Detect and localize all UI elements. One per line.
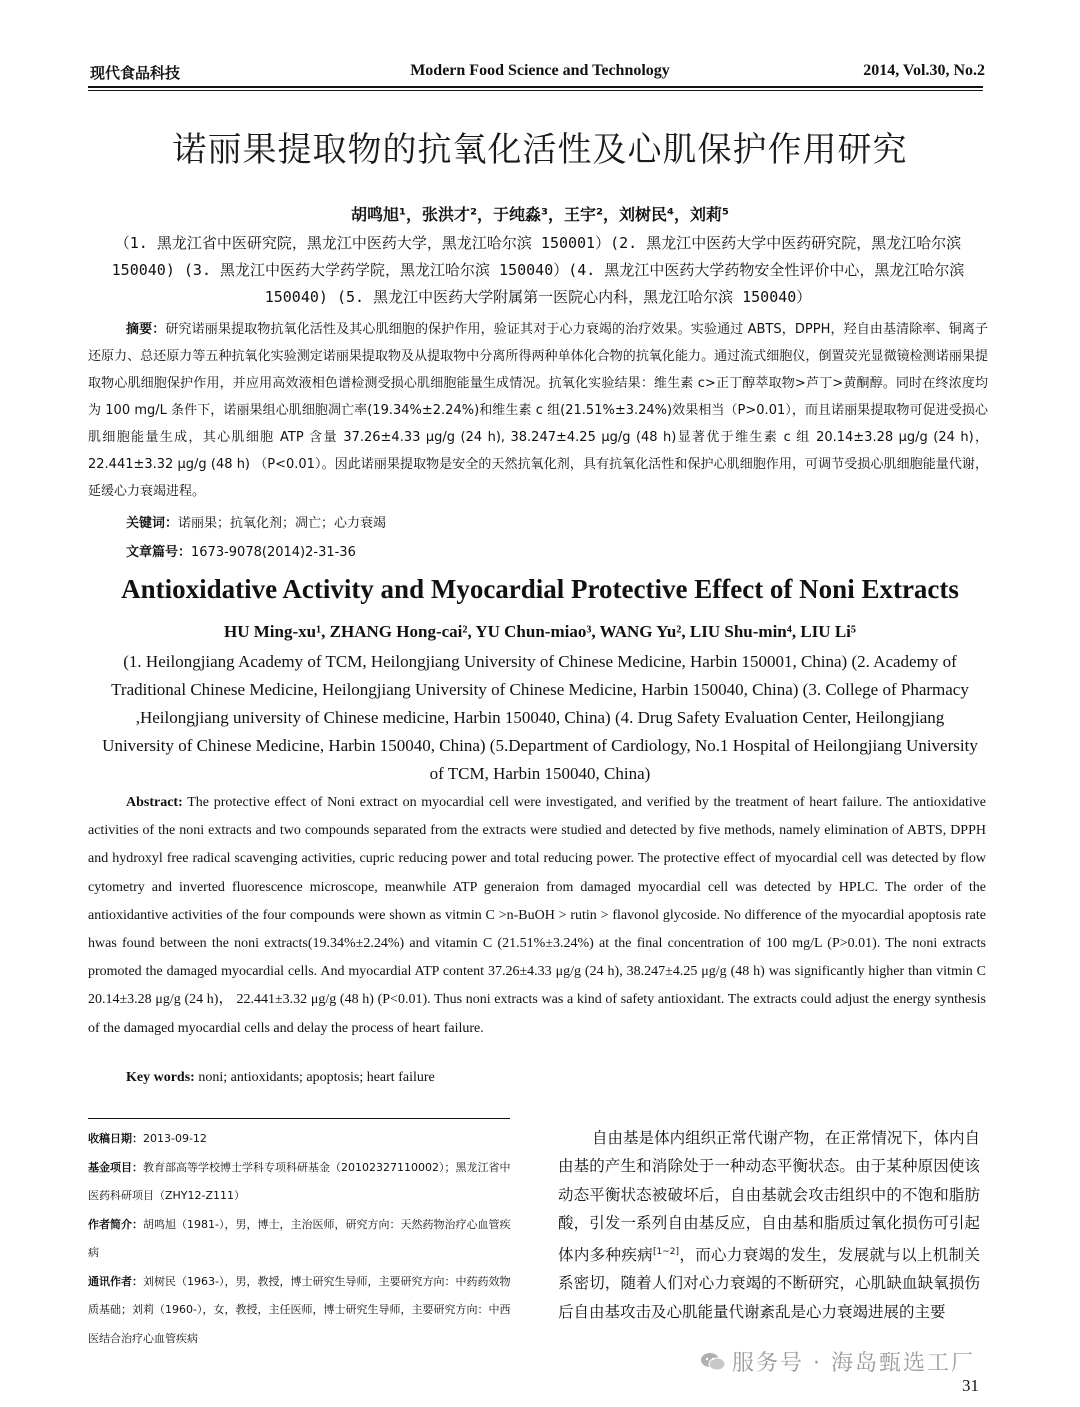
- keywords-cn-text: 诺丽果；抗氧化剂；凋亡；心力衰竭: [178, 516, 387, 531]
- footnote-correspondence: [88, 1268, 520, 1354]
- footnote-label: 作者简介：: [88, 1217, 143, 1231]
- footnotes: [88, 1125, 520, 1353]
- abstract-cn-text: 研究诺丽果提取物抗氧化活性及其心肌细胞的保护作用，验证其对于心力衰竭的治疗效果。实验通过 ABTS，DPPH，羟自由基清除率、铜离子还原力、总还原力等五种抗氧化实验测定诺丽果提取物及从提取物中分离所得两种单体化合物的抗氧化能力。通过流式细胞仪，倒置荧光显微镜检测诺丽果提取物心肌细胞保护作用，并应用高效液相色谱检测受损心肌细胞能量生成情况。抗氧化实验结果：维生素 c>正丁醇萃取物>芦丁>黄酮醇。同时在终浓度均为 100 mg/L 条件下，诺丽果组心肌细胞凋亡率(19.34%±2.24%)和维生素 c 组(21.51%±3.24%)效果相当（P>0.01），而且诺丽果提取物可促进受损心肌细胞能量生成，其心肌细胞 ATP 含量 37.26±4.33 μg/g (24 h), 38.247±4.25 μg/g (48 h)显著优于维生素 c 组 20.14±3.28 μg/g (24 h)， 22.441±3.32 μg/g (48 h) （P<0.01）。因此诺丽果提取物是安全的天然抗氧化剂，具有抗氧化活性和保护心肌细胞作用，可调节受损心肌细胞能量代谢，延缓心力衰竭进程。: [88, 322, 988, 499]
- title-cn: 诺丽果提取物的抗氧化活性及心肌保护作用研究: [172, 130, 908, 170]
- abstract-cn: [88, 316, 988, 505]
- footnote-text: 刘树民（1963-），男，教授，博士研究生导师，主要研究方向：中药药效物质基础；刘莉（1960-），女，教授，主任医师，博士研究生导师，主要研究方向：中西医结合治疗心血管疾病: [88, 1274, 511, 1345]
- journal-name-cn: 现代食品科技: [90, 64, 181, 82]
- journal-name-en: Modern Food Science and Technology: [410, 62, 670, 79]
- citation-ref[interactable]: [1~2]: [653, 1246, 680, 1257]
- abstract-en-label: Abstract:: [126, 795, 183, 810]
- article-number: [126, 541, 356, 560]
- footnote-text: 胡鸣旭（1981-），男，博士，主治医师，研究方向：天然药物治疗心血管疾病: [88, 1217, 511, 1259]
- footnote-rule: [88, 1118, 510, 1119]
- header-rule: [88, 86, 983, 88]
- footnote-funding: [88, 1154, 520, 1211]
- keywords-cn-label: 关键词：: [126, 516, 179, 531]
- keywords-en-text: noni; antioxidants; apoptosis; heart failure: [198, 1070, 435, 1085]
- header-rule-thin: [88, 90, 983, 91]
- body-text-part: 自由基是体内组织正常代谢产物，在正常情况下，体内自由基的产生和消除处于一种动态平衡状态。由于某种原因使该动态平衡状态被破坏后，自由基就会攻击组织中的不饱和脂肪酸，引发一系列自由基反应，自由基和脂质过氧化损伤可引起体内多种疾病: [558, 1129, 980, 1264]
- watermark-text: 服务号 · 海岛甄选工厂: [732, 1351, 975, 1376]
- issue-info: 2014, Vol.30, No.2: [863, 62, 985, 79]
- article-number-label: 文章篇号：: [126, 545, 192, 560]
- footnote-label: 收稿日期：: [88, 1132, 143, 1145]
- footnote-text: 2013-09-12: [143, 1132, 207, 1145]
- page-number: 31: [962, 1376, 979, 1395]
- abstract-en: [88, 789, 986, 1043]
- authors-cn: 胡鸣旭¹，张洪才²，于纯淼³，王宇²，刘树民⁴，刘莉⁵: [350, 205, 730, 224]
- footnote-label: 通讯作者：: [88, 1274, 143, 1288]
- keywords-en-label: Key words:: [126, 1070, 195, 1085]
- article-number-text: 1673-9078(2014)2-31-36: [191, 545, 356, 560]
- wechat-icon: [700, 1352, 726, 1372]
- footnote-text: 教育部高等学校博士学科专项科研基金（20102327110002）；黑龙江省中医药科研项目（ZHY12-Z111）: [88, 1160, 511, 1202]
- affiliations-en: (1. Heilongjiang Academy of TCM, Heilongjiang University of Chinese Medicine, Harbin 150001, China) (2. Academy of Traditional Chinese Medicine, Heilongjiang University of Chinese Medicine, Harbin 150040, China) (3. College of Pharmacy ,Heilongjiang university of Chinese medicine, Harbin 150040, China) (4. Drug Safety Evaluation Center, Heilongjiang University of Chinese Medicine, Harbin 150040, China) (5.Department of Cardiology, No.1 Hospital of Heilongjiang University of TCM, Harbin 150040, China): [102, 652, 978, 783]
- abstract-en-text: The protective effect of Noni extract on myocardial cell were investigated, and verified by the treatment of heart failure. The antioxidative activities of the noni extracts and two compounds separated from the extracts were studied and detected by five methods, namely elimination of ABTS, DPPH and hydroxyl free radical scavenging activities, cupric reducing power and total reducing power. The protective effect of myocardial cell was detected by flow cytometry and inverted fluorescence microscope, meanwhile ATP generaion from damaged myocardial cell was detected by HPLC. The order of the antioxidantive activities of the four compounds were shown as vitmin C >n-BuOH > rutin > flavonol glycoside. No difference of the myocardial apoptosis rate hwas found between the noni extracts(19.34%±2.24%) and vitamin C (21.51%±3.24%) at the final concentration of 100 mg/L (P>0.01). The noni extracts promoted the damaged myocardial cells. And myocardial ATP content 37.26±4.33 μg/g (24 h), 38.247±4.25 μg/g (48 h) was significantly higher than vitmin C 20.14±3.28 μg/g (24 h)， 22.441±3.32 μg/g (48 h) (P<0.01). Thus noni extracts was a kind of safety antioxidant. The extracts could adjust the energy synthesis of the damaged myocardial cells and delay the process of heart failure.: [88, 795, 987, 1036]
- keywords-en: [126, 1070, 435, 1086]
- affiliations-cn: （1. 黑龙江省中医研究院，黑龙江中医药大学，黑龙江哈尔滨 150001）(2. 黑龙江中医药大学中医药研究院，黑龙江哈尔滨 150040) (3. 黑龙江中医药大学药学院，黑龙江哈尔滨 150040）(4. 黑龙江中医药大学药物安全性评价中心，黑龙江哈尔滨 150040) (5. 黑龙江中医药大学附属第一医院心内科，黑龙江哈尔滨 150040）: [111, 234, 965, 306]
- title-en: Antioxidative Activity and Myocardial Protective Effect of Noni Extracts: [121, 574, 959, 604]
- footnote-label: 基金项目：: [88, 1160, 143, 1174]
- body-text-cn: [558, 1124, 980, 1326]
- abstract-cn-label: 摘要：: [126, 322, 166, 337]
- footnote-author-bio: [88, 1211, 520, 1268]
- watermark: [700, 1346, 1040, 1377]
- keywords-cn: [126, 512, 386, 531]
- authors-en: HU Ming-xu¹, ZHANG Hong-cai², YU Chun-miao³, WANG Yu², LIU Shu-min⁴, LIU Li⁵: [224, 622, 856, 641]
- body-text-part: ，而心力衰竭的发生，发展就与以上机制关系密切，随着人们对心力衰竭的不断研究，心肌缺血缺氧损伤后自由基攻击及心肌能量代谢紊乱是心力衰竭进展的主要: [558, 1245, 980, 1321]
- footnote-received: [88, 1125, 520, 1154]
